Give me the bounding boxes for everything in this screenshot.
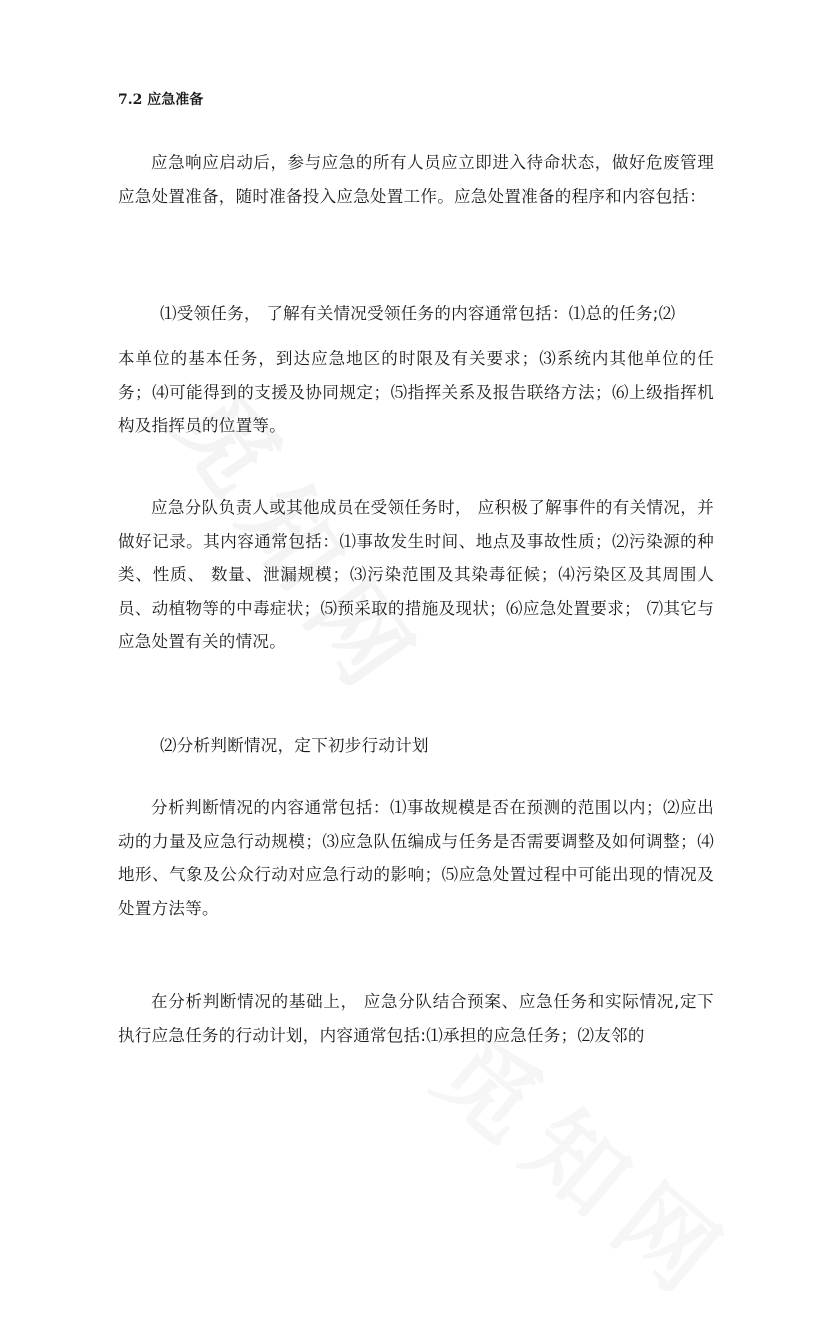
item2-heading: ⑵分析判断情况，定下初步行动计划 [160, 736, 429, 755]
plan-paragraph: 在分析判断情况的基础上， 应急分队结合预案、应急任务和实际情况,定下执行应急任务的行动计划，内容通常包括:⑴承担的应急任务；⑵友邻的 [118, 992, 714, 1045]
section-heading: 7.2 应急准备 [118, 92, 204, 108]
item1-body: 本单位的基本任务，到达应急地区的时限及有关要求；⑶系统内其他单位的任务；⑷可能得到的支援及协同规定；⑸指挥关系及报告联络方法；⑹上级指挥机构及指挥员的位置等。 [118, 349, 714, 435]
intro-paragraph: 应急响应启动后，参与应急的所有人员应立即进入待命状态，做好危废管理应急处置准备，随时准备投入应急处置工作。应急处置准备的程序和内容包括： [118, 153, 714, 206]
item1-heading: ⑴受领任务， 了解有关情况受领任务的内容通常包括：⑴总的任务;⑵ [160, 304, 676, 323]
team-paragraph: 应急分队负责人或其他成员在受领任务时， 应积极了解事件的有关情况，并做好记录。其内容通常包括：⑴事故发生时间、地点及事故性质；⑵污染源的种类、性质、 数量、泄漏规模；⑶污染范围及其染毒征候；⑷污染区及其周围人员、动植物等的中毒症状；⑸预采取的措施及现状；⑹应急处置要求； ⑺其它与应急处置有关的情况。 [118, 498, 714, 651]
analysis-paragraph: 分析判断情况的内容通常包括：⑴事故规模是否在预测的范围以内；⑵应出动的力量及应急行动规模；⑶应急队伍编成与任务是否需要调整及如何调整；⑷地形、气象及公众行动对应急行动的影响；⑸应急处置过程中可能出现的情况及处置方法等。 [118, 798, 714, 918]
